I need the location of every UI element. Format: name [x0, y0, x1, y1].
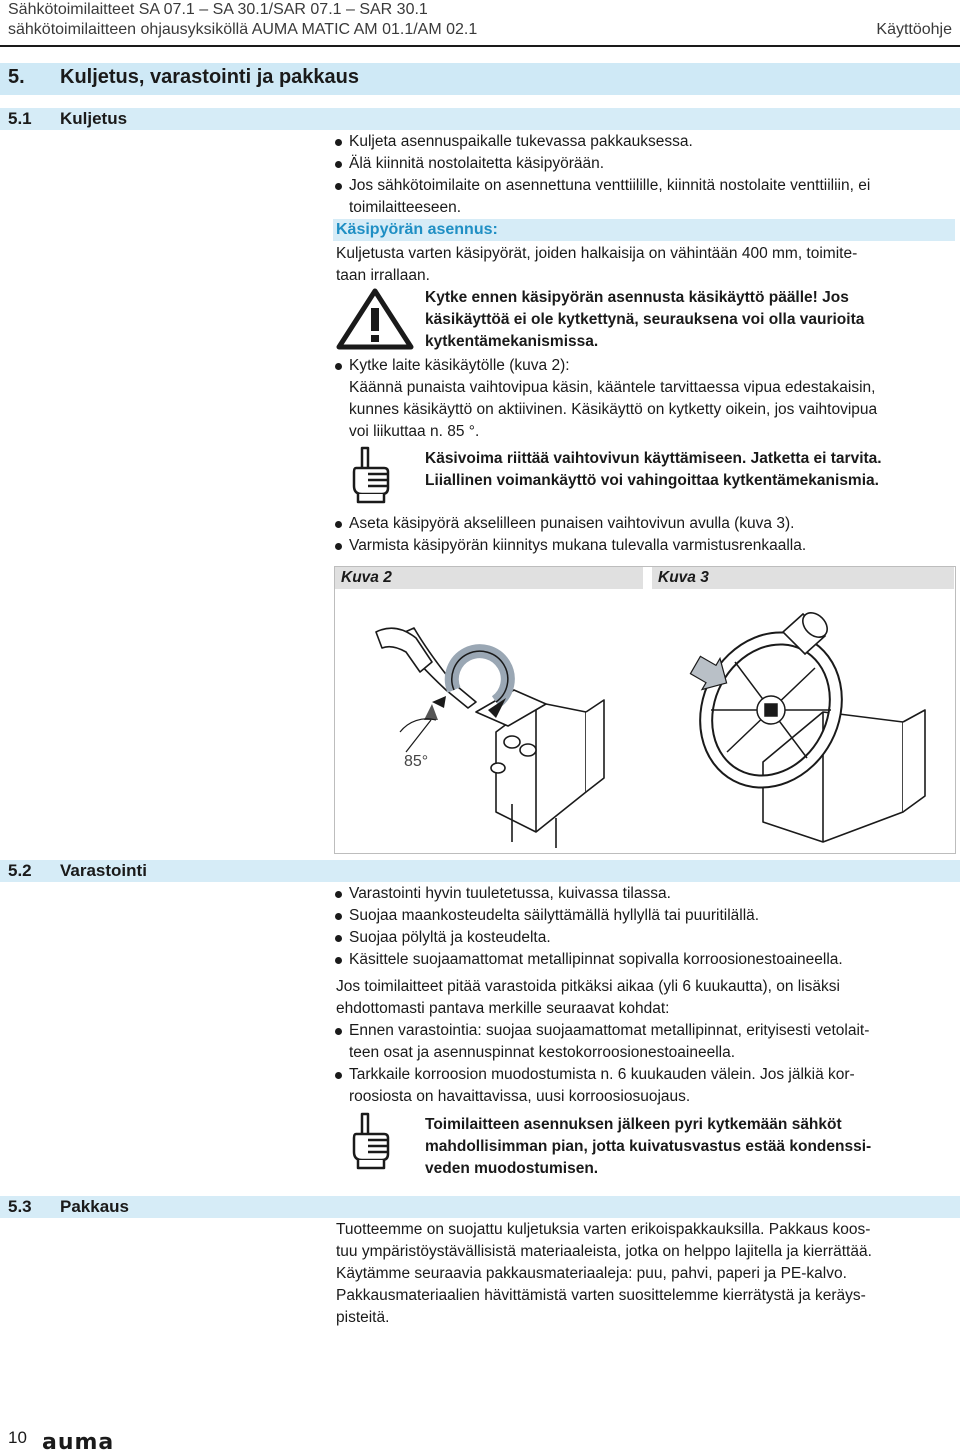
storage-note-line-1: Toimilaitteen asennuksen jälkeen pyri kytkemään sähköt [425, 1116, 842, 1133]
packaging-para-1: Tuotteemme on suojattu kuljetuksia varten erikoispakkauksilla. Pakkaus koos- [336, 1221, 871, 1238]
list-item: Kuljeta asennuspaikalle tukevassa pakkauksessa. [349, 133, 693, 150]
section-number-5-3: 5.3 [8, 1197, 32, 1216]
chapter-title: Kuljetus, varastointi ja pakkaus [60, 66, 359, 88]
subhead-handwheel-mounting: Käsipyörän asennus: [336, 221, 498, 238]
bullet [335, 183, 342, 190]
list-item: Suojaa pölyltä ja kosteudelta. [349, 929, 551, 946]
bullet [335, 521, 342, 528]
section-number-5-1: 5.1 [8, 109, 32, 128]
section-title-5-3: Pakkaus [60, 1197, 129, 1216]
header-line-1: Sähkötoimilaitteet SA 07.1 – SA 30.1/SAR 07.1 – SAR 30.1 [8, 1, 428, 18]
header-line-2: sähkötoimilaitteen ohjausyksiköllä AUMA MATIC AM 01.1/AM 02.1 [8, 21, 478, 38]
list-item: Jos sähkötoimilaite on asennettuna venttiilille, kiinnitä nostolaite venttiiliin, ei [349, 177, 871, 194]
header-doc-type: Käyttöohje [876, 21, 952, 38]
bullet [335, 1028, 342, 1035]
list-item: Tarkkaile korroosion muodostumista n. 6 kuukauden välein. Jos jälkiä kor- [349, 1066, 855, 1083]
bullet [335, 935, 342, 942]
figure-3-caption: Kuva 3 [652, 567, 954, 589]
note-line-2: Liiallinen voimankäyttö voi vahingoittaa kytkentämekanismia. [425, 472, 879, 489]
packaging-para-3: Käytämme seuraavia pakkausmateriaaleja: puu, pahvi, paperi ja PE-kalvo. [336, 1265, 847, 1282]
packaging-para-4: Pakkausmateriaalien hävittämistä varten suosittelemme kierrätystä ja keräys- [336, 1287, 866, 1304]
section-title-5-2: Varastointi [60, 861, 147, 880]
list-item-continued: toimilaitteeseen. [349, 199, 462, 216]
figure-2-caption: Kuva 2 [335, 567, 643, 589]
list-item: Varastointi hyvin tuuletetussa, kuivassa tilassa. [349, 885, 671, 902]
packaging-para-5: pisteitä. [336, 1309, 390, 1326]
step-text-3: voi liikuttaa n. 85 °. [349, 423, 480, 440]
page-number: 10 [8, 1428, 27, 1447]
list-item: Kytke laite käsikäytölle (kuva 2): [349, 357, 570, 374]
section-bar-5-1 [0, 108, 960, 130]
list-item: Älä kiinnitä nostolaitetta käsipyörään. [349, 155, 605, 172]
section-number-5-2: 5.2 [8, 861, 32, 880]
warning-line-3: kytkentämekanismissa. [425, 333, 599, 350]
figure-3-handwheel-illustration [653, 592, 949, 850]
bullet [335, 363, 342, 370]
packaging-para-2: tuu ympäristöystävällisistä materiaaleista, jotka on helppo lajitella ja kierrättää. [336, 1243, 872, 1260]
angle-label: 85° [404, 753, 429, 770]
list-item-continued: teen osat ja asennuspinnat kestokorroosionestoaineella. [349, 1044, 736, 1061]
step-text-2: kunnes käsikäyttö on aktiivinen. Käsikäyttö on kytketty oikein, jos vaihtovipua [349, 401, 878, 418]
section-bar-5-3 [0, 1196, 960, 1218]
bullet [335, 543, 342, 550]
list-item: Suojaa maankosteudelta säilyttämällä hyllyllä tai puuritilällä. [349, 907, 760, 924]
storage-para-2: ehdottomasti pantava merkille seuraavat kohdat: [336, 1000, 670, 1017]
doc-header [8, 0, 477, 40]
warning-triangle-icon [336, 288, 414, 350]
storage-note-line-3: veden muodostumisen. [425, 1160, 599, 1177]
pointing-hand-icon [346, 1110, 392, 1172]
svg-text:auma: auma [42, 1432, 115, 1452]
chapter-number: 5. [8, 66, 25, 88]
bullet [335, 161, 342, 168]
handwheel-text-1: Kuljetusta varten käsipyörät, joiden halkaisija on vähintään 400 mm, toimite- [336, 245, 858, 262]
bullet [335, 891, 342, 898]
warning-line-2: käsikäyttöä ei ole kytkettynä, seurauksena voi olla vaurioita [425, 311, 865, 328]
note-line-1: Käsivoima riittää vaihtovivun käyttämiseen. Jatketta ei tarvita. [425, 450, 882, 467]
bullet [335, 1072, 342, 1079]
storage-note-line-2: mahdollisimman pian, jotta kuivatusvastus estää kondenssi- [425, 1138, 872, 1155]
bullet [335, 139, 342, 146]
list-item: Käsittele suojaamattomat metallipinnat sopivalla korroosionestoaineella. [349, 951, 843, 968]
list-item-continued: roosiosta on havaittavissa, uusi korroosiosuojaus. [349, 1088, 691, 1105]
header-rule [0, 45, 960, 47]
pointing-hand-icon [346, 444, 392, 506]
step-text-1: Käännä punaista vaihtovipua käsin, kääntele tarvittaessa vipua edestakaisin, [349, 379, 876, 396]
warning-line-1: Kytke ennen käsipyörän asennusta käsikäyttö päälle! Jos [425, 289, 849, 306]
bullet [335, 957, 342, 964]
list-item: Ennen varastointia: suojaa suojaamattomat metallipinnat, erityisesti vetolait- [349, 1022, 870, 1039]
figure-2-lever-illustration [336, 592, 636, 850]
section-title-5-1: Kuljetus [60, 109, 128, 128]
list-item: Aseta käsipyörä akselilleen punaisen vaihtovivun avulla (kuva 3). [349, 515, 795, 532]
handwheel-text-2: taan irrallaan. [336, 267, 430, 284]
bullet [335, 913, 342, 920]
auma-logo [42, 1432, 130, 1452]
storage-para-1: Jos toimilaitteet pitää varastoida pitkäksi aikaa (yli 6 kuukautta), on lisäksi [336, 978, 840, 995]
list-item: Varmista käsipyörän kiinnitys mukana tulevalla varmistusrenkaalla. [349, 537, 807, 554]
